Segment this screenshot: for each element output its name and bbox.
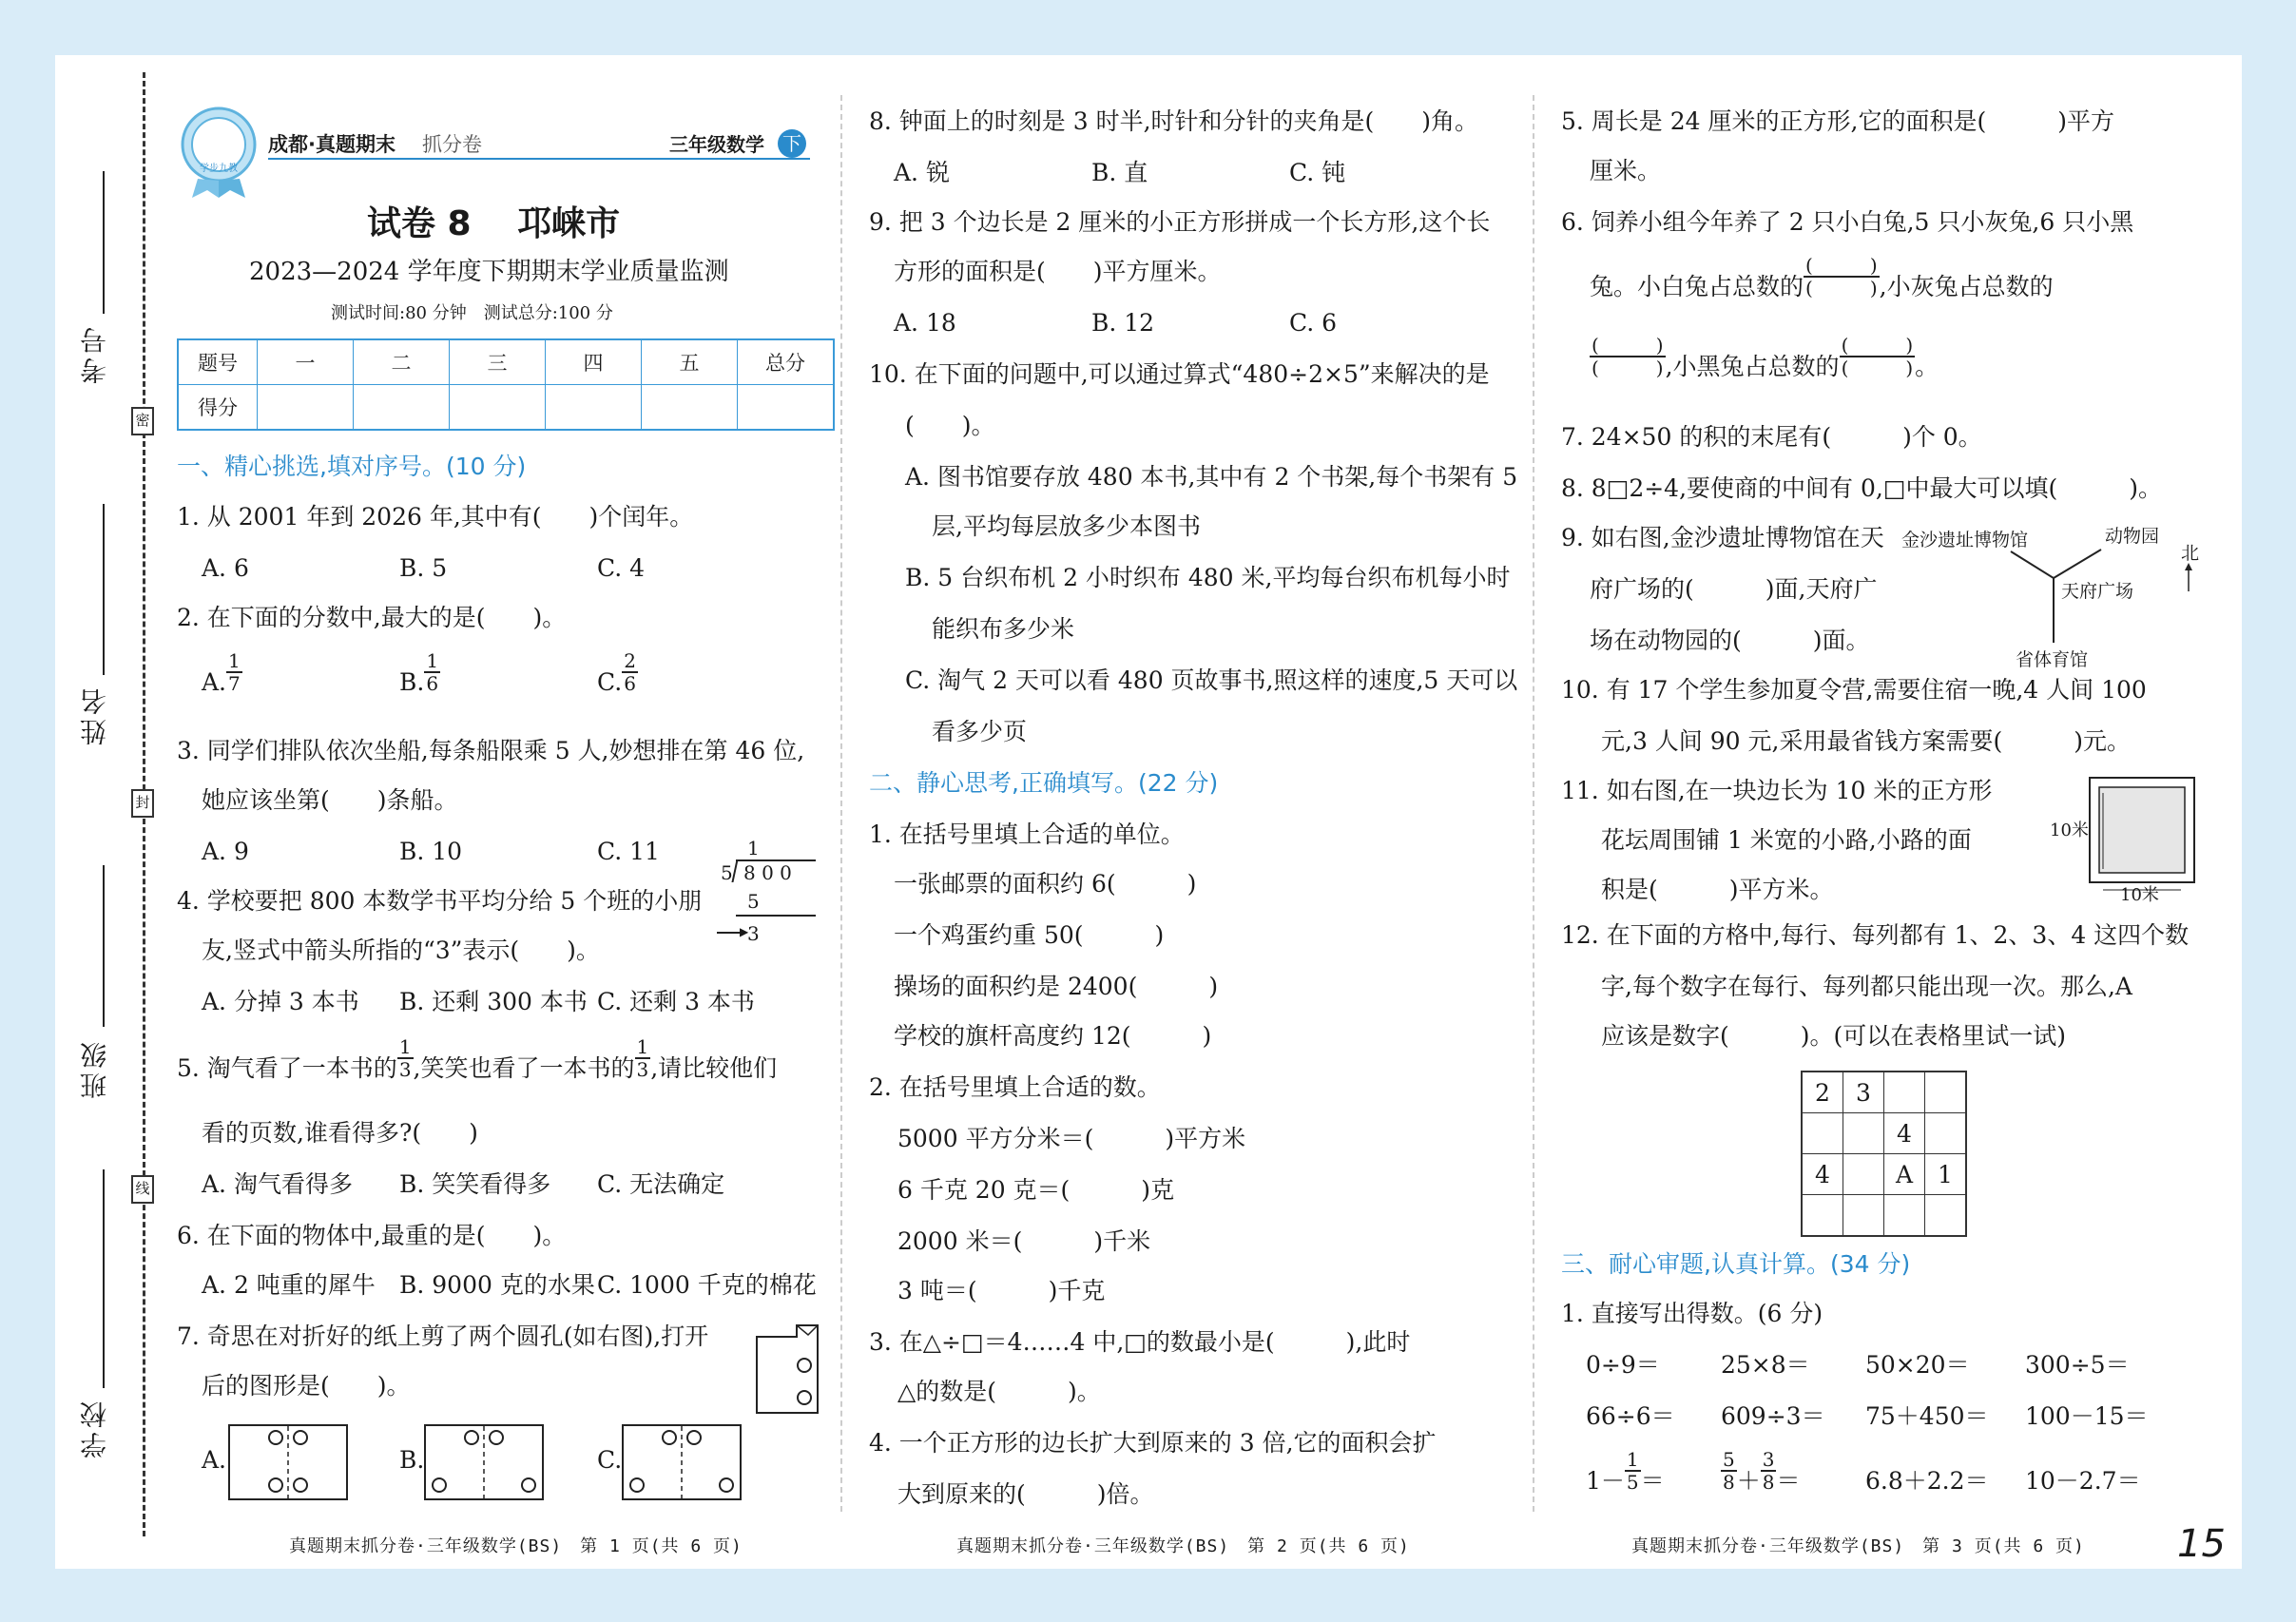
q7-folded-paper-figure: [755, 1323, 821, 1419]
fill11-text-3: 积是( )平方米。: [1601, 876, 1834, 903]
footer-page-1: 真题期末抓分卷·三年级数学(BS) 第 1 页(共 6 页): [289, 1536, 743, 1556]
q7-option-b-label[interactable]: B.: [399, 1446, 425, 1474]
score-header-4: 四: [546, 339, 642, 385]
grid-cell[interactable]: [1884, 1195, 1925, 1237]
calc-frac1-pre: 1－: [1586, 1467, 1625, 1495]
q4-text-2: 友,竖式中箭头所指的“3”表示( )。: [202, 937, 600, 964]
grid-cell[interactable]: [1925, 1195, 1967, 1237]
q3-text-2: 她应该坐第( )条船。: [202, 786, 458, 814]
q5-frac1-numerator: 1: [398, 1034, 412, 1058]
score-cell-total[interactable]: [738, 385, 835, 431]
calc-item[interactable]: 66÷6＝: [1586, 1402, 1675, 1430]
grid-cell[interactable]: [1925, 1113, 1967, 1154]
q5-text-1: [177, 1034, 778, 1084]
fill6-text-3: $\frac{( )}{( )}$ ,小黑兔占总数的 $\frac{( )}{( )}$ 。: [1592, 333, 1939, 380]
q3-text-1: 3. 同学们排队依次坐船,每条船限乘 5 人,妙想排在第 46 位,: [177, 737, 805, 764]
fill1-item-2[interactable]: 一个鸡蛋约重 50( ): [894, 921, 1165, 949]
calc-frac2a-den: 8: [1723, 1470, 1735, 1494]
fill9-text-3: 场在动物园的( )面。: [1590, 627, 1870, 654]
grid-cell[interactable]: 1: [1925, 1154, 1967, 1195]
fill1-text: 1. 在括号里填上合适的单位。: [869, 821, 1185, 848]
fill5-text-1: 5. 周长是 24 厘米的正方形,它的面积是( )平方: [1561, 107, 2114, 135]
q7-option-b-figure[interactable]: [424, 1424, 544, 1504]
fill2-item-4[interactable]: 3 吨＝( )千克: [897, 1277, 1106, 1304]
fill3-text-2: △的数是( )。: [897, 1378, 1101, 1405]
q5-option-a[interactable]: A. 淘气看得多: [202, 1170, 353, 1198]
term-badge: 下: [778, 129, 806, 158]
calc-item[interactable]: 75＋450＝: [1865, 1402, 1989, 1430]
fill6-blank2-num[interactable]: ( ): [1592, 333, 1664, 357]
footer-page-3: 真题期末抓分卷·三年级数学(BS) 第 3 页(共 6 页): [1631, 1536, 2085, 1556]
calc-frac2a-num: 5: [1723, 1447, 1735, 1471]
calc-frac2b-den: 8: [1762, 1470, 1775, 1494]
footer-page-2: 真题期末抓分卷·三年级数学(BS) 第 2 页(共 6 页): [956, 1536, 1410, 1556]
fill12-text-1: 12. 在下面的方格中,每行、每列都有 1、2、3、4 这四个数: [1561, 921, 2190, 949]
q9-text-1: 9. 把 3 个边长是 2 厘米的小正方形拼成一个长方形,这个长: [869, 208, 1491, 236]
page-number: 15: [2177, 1522, 2226, 1566]
fill1-item-4[interactable]: 学校的旗杆高度约 12( ): [894, 1022, 1212, 1050]
q5-text-2: 看的页数,谁看得多?( ): [202, 1119, 478, 1147]
q2-a-numerator: 1: [228, 648, 241, 672]
score-cell-1[interactable]: [258, 385, 354, 431]
column-separator-2: [1533, 95, 1534, 1512]
exam-info: 测试时间:80 分钟 测试总分:100 分: [331, 303, 613, 323]
q2-option-a[interactable]: [202, 648, 242, 698]
fill6-text-1: 6. 饲养小组今年养了 2 只小白兔,5 只小灰兔,6 只小黑: [1561, 208, 2134, 236]
q5-text-part1: 5. 淘气看了一本书的: [177, 1054, 397, 1082]
score-header-total: 总分: [738, 339, 835, 385]
q10-option-b-2: 能织布多少米: [932, 615, 1075, 643]
fill6-blank2-den[interactable]: ( ): [1592, 356, 1664, 379]
q7-option-a-figure[interactable]: [228, 1424, 348, 1504]
seal-xian: 线: [131, 1175, 154, 1204]
name-line[interactable]: [103, 504, 105, 675]
grid-cell[interactable]: [1843, 1195, 1884, 1237]
calc-item-fraction-1[interactable]: [1586, 1447, 1665, 1496]
q10-option-a-1[interactable]: A. 图书馆要存放 480 本书,其中有 2 个书架,每个书架有 5: [905, 463, 1518, 491]
calc-item[interactable]: 0÷9＝: [1586, 1351, 1660, 1379]
garden-bottom-label: 10米: [2120, 885, 2159, 905]
fill6-text-part3: ,小黑兔占总数的: [1665, 353, 1840, 380]
fill6-text-part2: ,小灰兔占总数的: [1879, 273, 2054, 300]
fill8-text: 8. 8□2÷4,要使商的中间有 0,□中最大可以填( )。: [1561, 474, 2162, 502]
grid-cell[interactable]: A: [1884, 1154, 1925, 1195]
q10-option-a-2: 层,平均每层放多少本图书: [932, 512, 1201, 540]
q1-text: 1. 从 2001 年到 2026 年,其中有( )个闰年。: [177, 503, 694, 531]
calc-item[interactable]: 100－15＝: [2025, 1402, 2149, 1430]
fill6-blank3-den[interactable]: ( ): [1841, 356, 1914, 379]
q4-long-division: [717, 833, 821, 947]
calc-frac2-plus: ＋: [1736, 1467, 1761, 1495]
section-3-heading: 三、耐心审题,认真计算。(34 分): [1561, 1250, 1911, 1278]
label-class: 班级: [79, 1038, 110, 1099]
q5-option-c[interactable]: C. 无法确定: [597, 1170, 725, 1198]
fill11-text-2: 花坛周围铺 1 米宽的小路,小路的面: [1601, 826, 1972, 854]
score-header-5: 五: [642, 339, 738, 385]
grid-cell[interactable]: 4: [1802, 1154, 1843, 1195]
label-school: 学校: [79, 1398, 110, 1458]
q2-option-c-label: C.: [597, 668, 623, 696]
q3-option-a[interactable]: A. 9: [202, 838, 249, 865]
q3-option-c[interactable]: C. 11: [597, 838, 660, 865]
q2-text: 2. 在下面的分数中,最大的是( )。: [177, 604, 567, 631]
score-cell-2[interactable]: [354, 385, 450, 431]
fill7-text: 7. 24×50 的积的末尾有( )个 0。: [1561, 423, 1982, 451]
fill9-text-1: 9. 如右图,金沙遗址博物馆在天: [1561, 524, 1884, 551]
q8-option-c[interactable]: C. 钝: [1289, 159, 1346, 186]
fill10-text-2: 元,3 人间 90 元,采用最省钱方案需要( )元。: [1601, 727, 2131, 755]
fill1-item-1[interactable]: 一张邮票的面积约 6( ): [894, 870, 1197, 898]
seal-feng: 封: [131, 789, 154, 818]
q4-option-a[interactable]: A. 分掉 3 本书: [202, 988, 359, 1015]
section-2-heading: 二、静心思考,正确填写。(22 分): [869, 769, 1219, 797]
q7-option-c-label[interactable]: C.: [597, 1446, 623, 1474]
arrow-right-icon: ▶: [740, 925, 749, 938]
score-cell-5[interactable]: [642, 385, 738, 431]
q10-text-1: 10. 在下面的问题中,可以通过算式“480÷2×5”来解决的是: [869, 360, 1490, 388]
q10-option-c-1[interactable]: C. 淘气 2 天可以看 480 页故事书,照这样的速度,5 天可以: [905, 666, 1518, 694]
grade-label: 三年级数学: [669, 133, 764, 156]
score-row-label: 得分: [178, 385, 258, 431]
fill1-item-3[interactable]: 操场的面积约是 2400( ): [894, 973, 1219, 1000]
q6-option-b[interactable]: B. 9000 克的水果: [399, 1271, 595, 1299]
q9-text-2: 方形的面积是( )平方厘米。: [894, 258, 1222, 285]
north-indicator: 北: [2181, 543, 2200, 564]
grid-cell[interactable]: [1802, 1113, 1843, 1154]
section-1-heading: 一、精心挑选,填对序号。(10 分): [177, 453, 527, 480]
fill6-blank3-num[interactable]: ( ): [1841, 333, 1914, 357]
q2-option-b-label: B.: [399, 668, 425, 696]
q4-product: 5: [747, 890, 760, 913]
q8-text: 8. 钟面上的时刻是 3 时半,时针和分针的夹角是( )角。: [869, 107, 1479, 135]
fill6-blank1-num[interactable]: ( ): [1805, 253, 1878, 277]
calc-frac1-post: ＝: [1640, 1467, 1665, 1495]
grid-cell[interactable]: [1884, 1072, 1925, 1113]
svg-text:学步九教: 学步九教: [200, 164, 238, 174]
garden-side-label: 10米: [2050, 821, 2089, 840]
q7-option-a-label[interactable]: A.: [202, 1446, 227, 1474]
grid-cell[interactable]: [1802, 1195, 1843, 1237]
class-line[interactable]: [103, 865, 105, 1027]
q3-option-b[interactable]: B. 10: [399, 838, 463, 865]
label-exam-number: 考号: [79, 323, 110, 384]
q2-a-denominator: 7: [228, 671, 241, 695]
grid-cell[interactable]: [1843, 1113, 1884, 1154]
score-header-1: 一: [258, 339, 354, 385]
exam-title: 试卷 8 邛崃市: [367, 204, 621, 243]
q4-remainder: 3: [747, 922, 760, 945]
q9-option-c[interactable]: C. 6: [1289, 309, 1338, 337]
q4-subtract-line: [736, 915, 816, 917]
fill2-text: 2. 在括号里填上合适的数。: [869, 1073, 1161, 1101]
fill12-text-3: 应该是数字( )。(可以在表格里试一试): [1601, 1022, 2067, 1050]
q2-option-b[interactable]: [399, 648, 440, 698]
grid-cell[interactable]: 3: [1843, 1072, 1884, 1113]
calc-frac2-post: ＝: [1776, 1467, 1801, 1495]
q2-option-a-label: A.: [202, 668, 227, 696]
fill6-blank1-den[interactable]: ( ): [1805, 276, 1878, 299]
fill2-item-2[interactable]: 6 千克 20 克＝( )克: [897, 1176, 1175, 1204]
series-badge: 抓分卷: [422, 133, 482, 156]
q2-c-denominator: 6: [624, 671, 636, 695]
q7-option-c-figure[interactable]: [622, 1424, 742, 1504]
column-separator-1: [840, 95, 842, 1512]
fill6-text-part1: 兔。小白兔占总数的: [1590, 273, 1804, 300]
q5-text-part3: ,请比较他们: [650, 1054, 778, 1082]
fill5-text-2: 厘米。: [1590, 157, 1662, 184]
map-label-zoo: 动物园: [2105, 526, 2160, 547]
q11-garden-figure: [2050, 776, 2198, 909]
calc-item[interactable]: 50×20＝: [1865, 1351, 1970, 1379]
fill10-text-1: 10. 有 17 个学生参加夏令营,需要住宿一晚,4 人间 100: [1561, 676, 2147, 704]
calc-item[interactable]: 25×8＝: [1721, 1351, 1810, 1379]
logo-badge: [179, 105, 264, 190]
q4-text-1: 4. 学校要把 800 本数学书平均分给 5 个班的小朋: [177, 887, 703, 915]
q6-option-a[interactable]: A. 2 吨重的犀牛: [202, 1271, 376, 1299]
fill9-text-2: 府广场的( )面,天府广: [1590, 575, 1878, 603]
q10-text-2: ( )。: [905, 412, 995, 439]
fill3-text-1: 3. 在△÷□＝4……4 中,□的数最小是( ),此时: [869, 1328, 1411, 1356]
fill4-text-1: 4. 一个正方形的边长扩大到原来的 3 倍,它的面积会扩: [869, 1429, 1437, 1457]
q1-option-c[interactable]: C. 4: [597, 554, 646, 582]
q2-c-numerator: 2: [624, 648, 636, 672]
q7-text-2: 后的图形是( )。: [202, 1372, 411, 1400]
exam-subtitle: 2023—2024 学年度下期期末学业质量监测: [249, 258, 729, 286]
score-cell-3[interactable]: [450, 385, 546, 431]
grid-cell[interactable]: 2: [1802, 1072, 1843, 1113]
q5-option-b[interactable]: B. 笑笑看得多: [399, 1170, 551, 1198]
q9-option-a[interactable]: A. 18: [894, 309, 956, 337]
q9-option-b[interactable]: B. 12: [1091, 309, 1155, 337]
q10-option-b-1[interactable]: B. 5 台织布机 2 小时织布 480 米,平均每台织布机每小时: [905, 564, 1511, 591]
q2-b-denominator: 6: [426, 671, 439, 695]
map-label-museum: 金沙遗址博物馆: [1901, 530, 2029, 550]
q5-text-part2: ,笑笑也看了一本书的: [413, 1054, 635, 1082]
q2-b-numerator: 1: [426, 648, 439, 672]
score-cell-4[interactable]: [546, 385, 642, 431]
grid-cell[interactable]: [1925, 1072, 1967, 1113]
score-table: [177, 338, 835, 431]
map-label-stadium: 省体育馆: [2016, 649, 2089, 670]
fill11-text-1: 11. 如右图,在一块边长为 10 米的正方形: [1561, 777, 1993, 804]
q10-option-c-2: 看多少页: [932, 718, 1028, 745]
series-name: 成都·真题期末: [268, 133, 396, 156]
q4-divisor: 5: [721, 861, 733, 884]
latin-square-grid[interactable]: [1801, 1071, 1967, 1237]
q4-option-c[interactable]: C. 还剩 3 本书: [597, 988, 755, 1015]
q4-option-b[interactable]: B. 还剩 300 本书: [399, 988, 588, 1015]
q6-option-c[interactable]: C. 1000 千克的棉花: [597, 1271, 817, 1299]
grid-cell[interactable]: [1843, 1154, 1884, 1195]
q6-text: 6. 在下面的物体中,最重的是( )。: [177, 1222, 567, 1249]
fill6-text-2: [1590, 253, 2054, 302]
calc-item[interactable]: 6.8＋2.2＝: [1865, 1467, 1989, 1495]
fill2-item-1[interactable]: 5000 平方分米＝( )平方米: [897, 1125, 1246, 1152]
calc-item[interactable]: 300÷5＝: [2025, 1351, 2130, 1379]
calc-item[interactable]: 609÷3＝: [1721, 1402, 1825, 1430]
q8-option-a[interactable]: A. 锐: [894, 159, 950, 186]
calc-frac1-den: 5: [1626, 1470, 1639, 1494]
q1-option-b[interactable]: B. 5: [399, 554, 448, 582]
q2-option-c[interactable]: [597, 648, 638, 698]
fill12-text-2: 字,每个数字在每行、每列都只能出现一次。那么,A: [1601, 973, 2132, 1000]
fill4-text-2: 大到原来的( )倍。: [897, 1480, 1154, 1508]
fill2-item-3[interactable]: 2000 米＝( )千米: [897, 1227, 1151, 1255]
score-header-0: 题号: [178, 339, 258, 385]
exam-number-line[interactable]: [103, 171, 105, 314]
q4-dividend: 8 0 0: [743, 861, 792, 884]
calc-item-fraction-2[interactable]: [1721, 1447, 1801, 1496]
q4-quotient: 1: [747, 837, 760, 859]
school-line[interactable]: [103, 1169, 105, 1388]
label-name: 姓名: [79, 685, 110, 745]
grid-cell[interactable]: 4: [1884, 1113, 1925, 1154]
score-header-2: 二: [354, 339, 450, 385]
calc-frac1-num: 1: [1626, 1447, 1639, 1471]
q5-frac2-numerator: 1: [636, 1034, 649, 1058]
calc-frac2b-num: 3: [1762, 1447, 1775, 1471]
calc1-text: 1. 直接写出得数。(6 分): [1561, 1300, 1823, 1327]
calc-item[interactable]: 10－2.7＝: [2025, 1467, 2141, 1495]
q9-map-figure: [1901, 521, 2206, 675]
seal-mi: 密: [131, 407, 154, 435]
q5-frac1-denominator: 3: [398, 1057, 412, 1081]
q1-option-a[interactable]: A. 6: [202, 554, 249, 582]
q5-frac2-denominator: 3: [636, 1057, 649, 1081]
map-label-square: 天府广场: [2061, 581, 2134, 602]
q8-option-b[interactable]: B. 直: [1091, 159, 1148, 186]
q7-text-1: 7. 奇思在对折好的纸上剪了两个圆孔(如右图),打开: [177, 1323, 709, 1350]
score-header-3: 三: [450, 339, 546, 385]
